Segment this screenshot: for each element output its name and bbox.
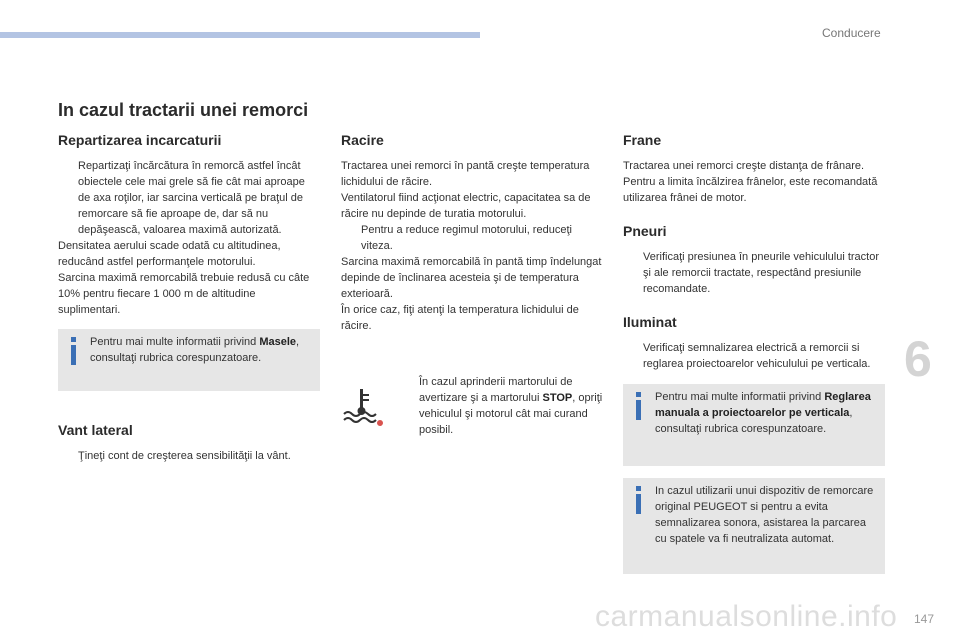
info-box-masele: Pentru mai multe informatii privind Masele, consultaţi rubrica corespunzatoare. bbox=[58, 329, 320, 391]
bullet-item bbox=[623, 340, 885, 372]
bullet-item bbox=[341, 222, 603, 254]
column-1 bbox=[58, 131, 320, 464]
column-2 bbox=[341, 131, 603, 444]
paragraph: În orice caz, fiţi atenţi la temperatura lichidului de răcire. bbox=[341, 304, 579, 332]
warning-block bbox=[341, 374, 603, 444]
info-icon bbox=[66, 337, 80, 365]
paragraph: Densitatea aerului scade odată cu altitudinea, reducând astfel performanţele motorului. bbox=[58, 240, 281, 268]
bullet-item: În cazul aprinderii martorului de avertizare şi a martorului STOP, opriţi vehiculul şi motorul cât mai curand posibil. bbox=[419, 376, 603, 436]
heading-racire: Racire bbox=[341, 132, 384, 148]
bullet-item bbox=[58, 158, 320, 238]
heading-repartizarea: Repartizarea incarcaturii bbox=[58, 132, 222, 148]
bullet-text: Pentru a reduce regimul motorului, reduceţi viteza. bbox=[361, 224, 572, 252]
page-number: 147 bbox=[914, 612, 935, 626]
info-box-peugeot: In cazul utilizarii unui dispozitiv de remorcare original PEUGEOT si pentru a evita semnalizarea sonora, asistarea la parcarea cu spatele va fi neutralizata automat. bbox=[623, 478, 885, 574]
chapter-number: 6 bbox=[904, 331, 932, 387]
info-icon bbox=[631, 392, 645, 420]
info-icon bbox=[631, 486, 645, 514]
paragraph: Sarcina maximă remorcabilă trebuie redusă cu câte 10% pentru fiecare 1 000 m de altitudine suplimentari. bbox=[58, 272, 310, 316]
bullet-text: Verificaţi semnalizarea electrică a remorcii si reglarea proiectoarelor vehiculului pe verticala. bbox=[643, 342, 871, 370]
heading-iluminat: Iluminat bbox=[623, 314, 677, 330]
stop-label: STOP bbox=[542, 392, 573, 404]
paragraph: Tractarea unei remorci creşte distanţa de frânare. bbox=[623, 160, 865, 172]
section-name: Conducere bbox=[822, 26, 881, 40]
link-reglarea: Reglarea manuala a proiectoarelor pe verticala bbox=[655, 391, 871, 419]
info-box-reglare: Pentru mai multe informatii privind Reglarea manuala a proiectoarelor pe verticala, consultaţi rubrica corespunzatoare. bbox=[623, 384, 885, 466]
header-bar bbox=[0, 32, 480, 38]
link-masele: Masele bbox=[259, 336, 297, 348]
watermark: carmanualsonline.info bbox=[595, 600, 898, 633]
paragraph: Sarcina maximă remorcabilă în pantă timp îndelungat depinde de înclinarea acesteia şi de temperatura exterioară. bbox=[341, 256, 602, 300]
paragraph: Tractarea unei remorci în pantă creşte temperatura lichidului de răcire. bbox=[341, 160, 590, 188]
bullet-text: Ţineţi cont de creşterea sensibilităţii la vânt. bbox=[78, 450, 291, 462]
paragraph: Ventilatorul fiind acţionat electric, capacitatea sa de răcire nu depinde de turatia motorului. bbox=[341, 192, 591, 220]
heading-frane: Frane bbox=[623, 132, 662, 148]
bullet-text: Repartizaţi încărcătura în remorcă astfel încât obiectele cele mai grele să fie cât mai aproape de axa roţilor, iar sarcina verticală pe braţul de remorcare să fie aproape de, dar să nu depăşească, valoarea maximă autorizată. bbox=[78, 160, 305, 236]
heading-pneuri: Pneuri bbox=[623, 223, 667, 239]
bullet-text: Verificaţi presiunea în pneurile vehiculului tractor şi ale remorcii tractate, respectând presiunile recomandate. bbox=[643, 251, 880, 295]
coolant-temperature-warning-icon bbox=[341, 386, 385, 428]
bullet-item bbox=[623, 249, 885, 297]
page-title: In cazul tractarii unei remorci bbox=[58, 100, 309, 120]
paragraph: Pentru a limita încălzirea frânelor, este recomandată utilizarea frânei de motor. bbox=[623, 176, 878, 204]
heading-vant-lateral: Vant lateral bbox=[58, 422, 133, 438]
column-3 bbox=[623, 131, 885, 574]
bullet-item bbox=[58, 448, 320, 464]
